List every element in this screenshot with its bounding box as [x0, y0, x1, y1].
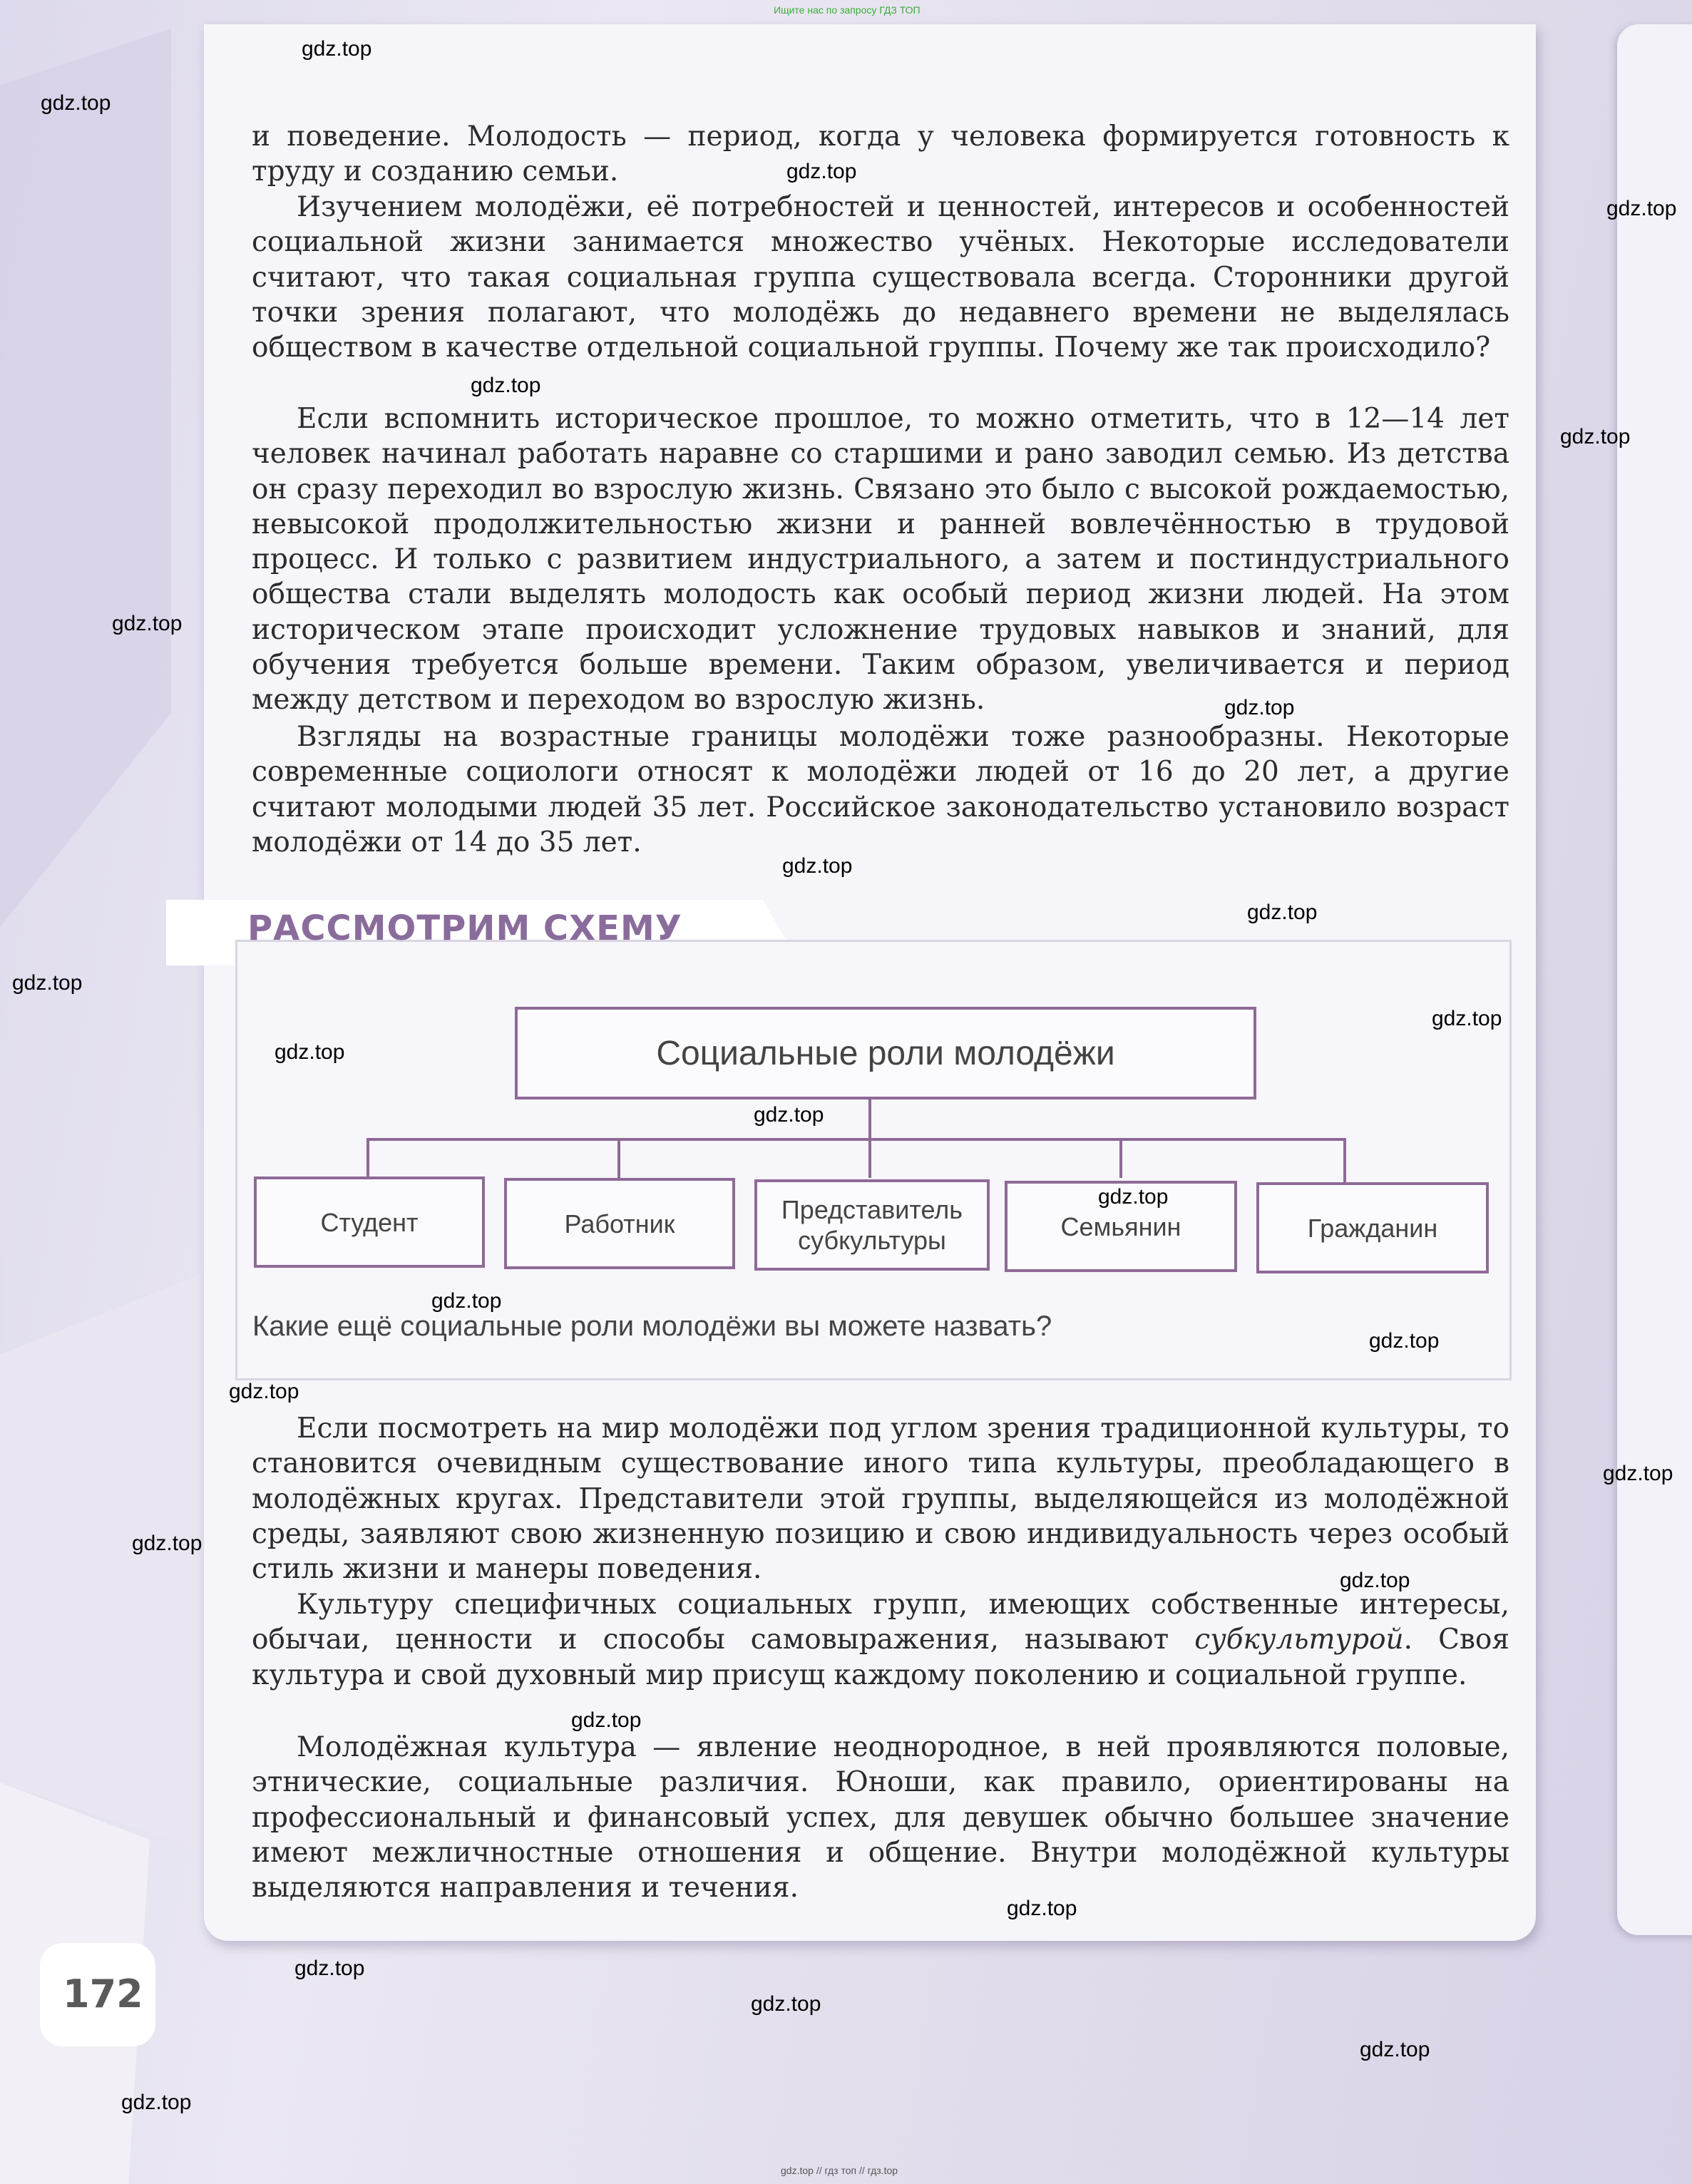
- connector-trunk: [868, 1099, 871, 1139]
- watermark: gdz.top: [782, 854, 853, 878]
- watermark: gdz.top: [751, 1992, 821, 2016]
- watermark: gdz.top: [431, 1289, 502, 1313]
- paragraph-3: Если вспомнить историческое прошлое, то можно отметить, что в 12—14 лет человек начинал работать наравне со старшими и рано заводил семью. Из детства он сразу переходил во взрослую жизнь. Связано это было с высокой рождаемостью, невысокой продолжительностью жизни и ранней вовлечённостью в трудовой процесс. И только с развитием индустриального, а затем и постиндустриального общества стали выделять молодость как особый период жизни людей. На этом историческом этапе происходит усложнение трудовых навыков и знаний, для обучения требуется больше времени. Таким образом, увеличивается и период между детством и переходом во взрослую жизнь.: [252, 403, 1509, 717]
- watermark: gdz.top: [121, 2091, 192, 2114]
- watermark: gdz.top: [229, 1380, 299, 1403]
- watermark: gdz.top: [12, 971, 83, 995]
- paragraph-1: и поведение. Молодость — период, когда у человека формируется готовность к труду и созданию семьи.: [252, 121, 1509, 188]
- term-subculture: субкультурой: [1194, 1624, 1404, 1656]
- watermark: gdz.top: [41, 91, 111, 115]
- page-number: 172: [63, 1972, 143, 2016]
- watermark: gdz.top: [294, 1957, 365, 1980]
- watermark: gdz.top: [786, 160, 857, 183]
- watermark: gdz.top: [132, 1532, 202, 1555]
- watermark: gdz.top: [1247, 901, 1318, 924]
- watermark: gdz.top: [112, 612, 183, 635]
- role-subculture: Представитель субкультуры: [754, 1179, 990, 1271]
- connector-drop-5: [1343, 1138, 1346, 1182]
- watermark: gdz.top: [1340, 1569, 1410, 1592]
- watermark: gdz.top: [1360, 2038, 1430, 2061]
- top-banner: Ищите нас по запросу ГДЗ ТОП: [774, 4, 921, 16]
- root-node: Социальные роли молодёжи: [515, 1007, 1256, 1099]
- watermark: gdz.top: [571, 1708, 642, 1732]
- paragraph-6-start: Культуру специфичных социальных групп, имеющих собственные интересы, обычаи, ценности и способы самовыражения, называют: [252, 1589, 1509, 1656]
- role-citizen: Гражданин: [1256, 1182, 1489, 1273]
- paragraph-2: Изучением молодёжи, её потребностей и ценностей, интересов и особенностей социальной жизни занимается множество учёных. Некоторые исследователи считают, что такая социальная группа существовала всегда. Сторонники другой точки зрения полагают, что молодёжь до недавнего времени не выделялась обществом в качестве отдельной социальной группы. Почему же так происходило?: [252, 191, 1509, 364]
- watermark: gdz.top: [1369, 1329, 1440, 1353]
- watermark: gdz.top: [1098, 1185, 1169, 1209]
- watermark: gdz.top: [1224, 696, 1295, 719]
- watermark: gdz.top: [754, 1103, 824, 1127]
- watermark: gdz.top: [1007, 1897, 1077, 1920]
- watermark: gdz.top: [1606, 197, 1677, 220]
- paragraph-5: Если посмотреть на мир молодёжи под углом зрения традиционной культуры, то становится очевидным существование иного типа культуры, преобладающего в молодёжных кругах. Представители этой группы, выделяющейся из молодёжной среды, заявляют свою жизненную позицию и свою индивидуальность через особый стиль жизни и манеры поведения.: [252, 1413, 1509, 1586]
- watermark: gdz.top: [275, 1040, 345, 1064]
- paragraph-6-end: . Своя культура и свой духовный мир присущ каждому поколению и социальной группе.: [252, 1624, 1509, 1691]
- role-student: Студент: [254, 1176, 485, 1268]
- watermark: gdz.top: [1432, 1007, 1502, 1030]
- paragraph-6: [252, 1587, 1509, 1693]
- scheme-question: Какие ещё социальные роли молодёжи вы можете назвать?: [252, 1311, 1052, 1342]
- connector-drop-4: [1119, 1138, 1122, 1178]
- paragraph-7: Молодёжная культура — явление неоднородное, в ней проявляются половые, этнические, социальные различия. Юноши, как правило, ориентированы на профессиональный и финансовый успех, для девушек обычно большее значение имеют межличностные отношения и общение. Внутри молодёжной культуры выделяются направления и течения.: [252, 1731, 1509, 1904]
- connector-drop-3: [868, 1138, 871, 1178]
- paragraph-4: Взгляды на возрастные границы молодёжи тоже разнообразны. Некоторые современные социологи относят к молодёжи людей от 16 до 20 лет, а другие считают молодыми людей 35 лет. Российское законодательство установило возраст молодёжи от 14 до 35 лет.: [252, 721, 1509, 858]
- role-family-man: Семьянин: [1005, 1181, 1237, 1272]
- watermark: gdz.top: [302, 37, 372, 61]
- role-worker: Работник: [504, 1178, 735, 1269]
- next-page-edge: [1617, 24, 1692, 1935]
- bottom-banner: gdz.top // гдз топ // гдз.top: [781, 2165, 898, 2176]
- scheme-heading: РАССМОТРИМ СХЕМУ: [247, 908, 682, 948]
- connector-bar: [366, 1138, 1346, 1141]
- connector-drop-2: [617, 1138, 620, 1178]
- connector-drop-1: [366, 1138, 369, 1178]
- watermark: gdz.top: [1603, 1462, 1673, 1485]
- watermark: gdz.top: [1560, 425, 1631, 448]
- watermark: gdz.top: [471, 374, 541, 397]
